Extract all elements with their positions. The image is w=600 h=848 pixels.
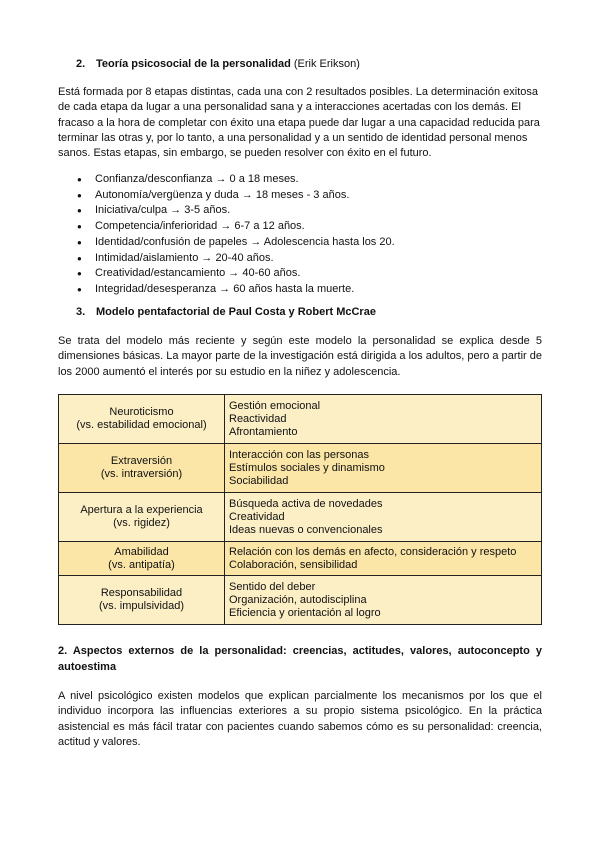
trait-item: Búsqueda activa de novedades	[229, 497, 383, 510]
stage-list-item: ● Confianza/desconfianza → 0 a 18 meses.	[58, 172, 395, 188]
erikson-paragraph: Está formada por 8 etapas distintas, cada una con 2 resultados posibles. La determinación exitosa de cada etapa da lugar a una personalidad sana y a interacciones acertadas con los demás. El fracaso a la hora de completar con éxito una etapa puede dar lugar a una capacidad reducida para terminar las otras y, por lo tanto, a una personalidad y a un sentido de identidad personal menos sanos. Estas etapas, sin embargo, se pueden resolver con éxito en el futuro.	[58, 86, 540, 160]
trait-item: Sentido del deber	[229, 580, 316, 593]
traits-cell	[225, 542, 542, 576]
trait-item: Eficiencia y orientación al logro	[229, 606, 381, 619]
trait-item: Gestión emocional	[229, 399, 321, 412]
traits-cell	[225, 395, 542, 444]
dimension-name: Amabilidad	[114, 545, 169, 558]
stage-list-item: ● Competencia/inferioridad → 6-7 a 12 años.	[58, 219, 395, 235]
traits-cell	[225, 493, 542, 542]
dimension-name: Extraversión	[110, 455, 173, 467]
trait-item: Afrontamiento	[229, 425, 298, 438]
dimension-name: Apertura a la experiencia	[80, 504, 203, 516]
dimension-opposite: (vs. estabilidad emocional)	[76, 419, 207, 431]
table-row	[59, 493, 542, 542]
dimension-opposite: (vs. impulsividad)	[99, 600, 184, 612]
traits-cell	[225, 576, 542, 625]
dimension-cell	[59, 444, 225, 493]
trait-item: Creatividad	[229, 510, 285, 523]
dimension-cell	[59, 576, 225, 625]
stage-list-item: ● Identidad/confusión de papeles → Adolescencia hasta los 20.	[58, 235, 395, 251]
big-five-table	[58, 394, 542, 625]
section-heading-erikson	[58, 58, 360, 70]
table-row	[59, 576, 542, 625]
dimension-opposite: (vs. antipatía)	[108, 558, 175, 571]
dimension-cell	[59, 542, 225, 576]
dimension-opposite: (vs. rigidez)	[113, 517, 170, 529]
table-row	[59, 395, 542, 444]
dimension-opposite: (vs. intraversión)	[100, 468, 183, 480]
stage-list-item: ● Intimidad/aislamiento → 20-40 años.	[58, 251, 395, 267]
stage-list-item: ● Iniciativa/culpa → 3-5 años.	[58, 203, 395, 219]
stage-list-item: ● Autonomía/vergüenza y duda → 18 meses - 3 años.	[58, 188, 395, 204]
dimension-cell	[59, 395, 225, 444]
section-author: (Erik Erikson)	[290, 58, 360, 70]
traits-cell	[225, 444, 542, 493]
external-aspects-paragraph: A nivel psicológico existen modelos que explican parcialmente los mecanismos por los que el individuo incorpora las influencias exteriores a su propio sistema psicológico. En la práctica asistencial es más fácil tratar con pacientes cuando sabemos cómo es su personalidad: creencia, actitud y valores.	[58, 690, 542, 748]
table-row	[59, 444, 542, 493]
dimension-name: Responsabilidad	[100, 587, 183, 599]
trait-item: Relación con los demás en afecto, consideración y respeto	[229, 545, 517, 558]
section-title: Modelo pentafactorial de Paul Costa y Robert McCrae	[96, 306, 376, 318]
trait-item: Organización, autodisciplina	[229, 593, 367, 606]
section-heading-big-five	[58, 306, 376, 318]
trait-item: Sociabilidad	[229, 474, 289, 487]
section-title: Teoría psicosocial de la personalidad	[96, 58, 291, 70]
trait-item: Colaboración, sensibilidad	[229, 558, 358, 571]
trait-item: Estímulos sociales y dinamismo	[229, 461, 385, 474]
dimension-cell	[59, 493, 225, 542]
section-number: 2.	[76, 58, 86, 70]
stage-list-item: ● Creatividad/estancamiento → 40-60 años.	[58, 266, 395, 282]
stage-list-item: ● Integridad/desesperanza → 60 años hasta la muerte.	[58, 282, 395, 298]
trait-item: Ideas nuevas o convencionales	[229, 523, 383, 536]
trait-item: Interacción con las personas	[229, 448, 370, 461]
big-five-paragraph: Se trata del modelo más reciente y según este modelo la personalidad se explica desde 5 dimensiones básicas. La mayor parte de la investigación está dirigida a los adultos, pero a partir de los 2000 aumentó el interés por su estudio en la niñez y adolescencia.	[58, 335, 542, 378]
trait-item: Reactividad	[229, 412, 287, 425]
dimension-name: Neuroticismo	[109, 406, 174, 418]
erikson-stages-list	[58, 172, 395, 298]
table-row	[59, 542, 542, 576]
external-aspects-heading: 2. Aspectos externos de la personalidad: creencias, actitudes, valores, autoconcepto y autoestima	[58, 645, 542, 673]
section-number: 3.	[76, 306, 86, 318]
